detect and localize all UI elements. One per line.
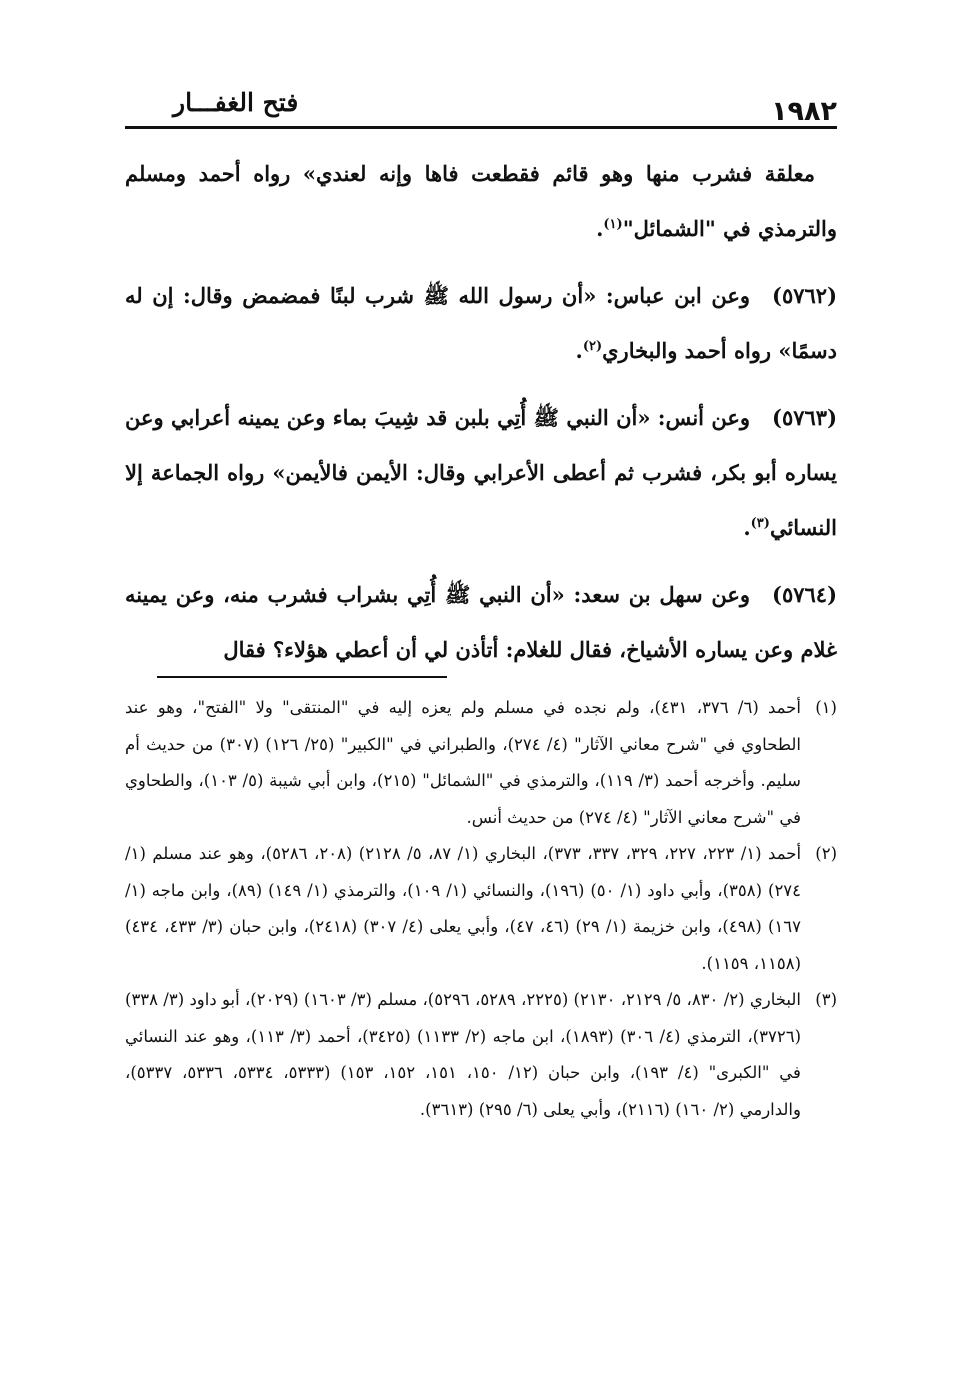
footnotes <box>125 690 837 1128</box>
hadith-number: (٥٧٦٣) <box>772 405 837 430</box>
hadith-paragraph <box>125 268 837 378</box>
hadith-tail: . <box>596 216 604 241</box>
hadith-tail: . <box>575 338 583 363</box>
hadith-number: (٥٧٦٢) <box>772 283 837 308</box>
page-number: ١٩٨٢ <box>771 96 837 127</box>
footnote-reference: (١) <box>603 217 623 232</box>
footnote-number: (٣) <box>815 990 838 1009</box>
footnote-reference: (٣) <box>750 516 770 531</box>
hadith-paragraph <box>125 567 837 677</box>
hadith-text: وعن أنس: «أن النبي ﷺ أُتِي بلبن قد شِيبَ بماء وعن يمينه أعرابي وعن يساره أبو بكر، فشرب ثم أعطى الأعرابي وقال: الأيمن فالأيمن» رواه الجماعة إلا النسائي <box>125 405 837 540</box>
hadith-text: معلقة فشرب منها وهو قائم فقطعت فاها وإنه لعندي» رواه أحمد ومسلم والترمذي في "الشمائل" <box>125 161 837 241</box>
footnote-text: أحمد (٦/ ٣٧٦، ٤٣١)، ولم نجده في مسلم ولم يعزه إليه في "المنتقى" ولا "الفتح"، وهو عند الطحاوي في "شرح معاني الآثار" (٤/ ٢٧٤)، والطبراني في "الكبير" (٢٥/ ١٢٦) (٣٠٧) من حديث أم سليم. وأخرجه أحمد (٣/ ١١٩)، والترمذي في "الشمائل" (٢١٥)، وابن أبي شيبة (٥/ ١٠٣)، والطحاوي في "شرح معاني الآثار" (٤/ ٢٧٤) من حديث أنس. <box>125 698 802 827</box>
footnote-reference: (٢) <box>582 339 603 354</box>
footnote-text: البخاري (٢/ ٨٣٠، ٥/ ٢١٢٩، ٢١٣٠) (٢٢٢٥، ٥٢٨٩، ٥٢٩٦)، مسلم (٣/ ١٦٠٣) (٢٠٢٩)، أبو داود (٣/ ٣٣٨) (٣٧٢٦)، الترمذي (٤/ ٣٠٦) (١٨٩٣)، ابن ماجه (٢/ ١١٣٣) (٣٤٢٥)، أحمد (٣/ ١١٣)، وهو عند النسائي في "الكبرى" (٤/ ١٩٣)، وابن حبان (١٢/ ١٥٠، ١٥١، ١٥٢، ١٥٣) (٥٣٣٣، ٥٣٣٤، ٥٣٣٦، ٥٣٣٧)، والدارمي (٢/ ١٦٠) (٢١١٦)، وأبي يعلى (٦/ ٢٩٥) (٣٦١٣). <box>125 990 802 1119</box>
page-header <box>125 84 837 130</box>
footnote <box>125 836 837 982</box>
main-text <box>125 146 837 689</box>
header-rule <box>125 126 837 129</box>
running-title: فتح الغفـــار <box>173 88 299 117</box>
hadith-text: وعن ابن عباس: «أن رسول الله ﷺ شرب لبنًا فمضمض وقال: إن له دسمًا» رواه أحمد والبخاري <box>125 283 837 363</box>
hadith-text: وعن سهل بن سعد: «أن النبي ﷺ أُتِي بشراب فشرب منه، وعن يمينه غلام وعن يساره الأشياخ، فقال للغلام: أتأذن لي أن أعطي هؤلاء؟ فقال <box>125 582 837 662</box>
hadith-paragraph <box>125 390 837 555</box>
footnote-text: أحمد (١/ ٢٢٣، ٢٢٧، ٣٢٩، ٣٣٧، ٣٧٣)، البخاري (١/ ٨٧، ٥/ ٢١٢٨) (٢٠٨، ٥٢٨٦)، وهو عند مسلم (١/ ٢٧٤) (٣٥٨)، وأبي داود (١/ ٥٠) (١٩٦)، والنسائي (١/ ١٠٩)، والترمذي (١/ ١٤٩) (٨٩)، وابن ماجه (١/ ١٦٧) (٤٩٨)، وابن خزيمة (١/ ٢٩) (٤٦، ٤٧)، وأبي يعلى (٤/ ٣٠٧) (٢٤١٨)، وابن حبان (٣/ ٤٣٣، ٤٣٤) (١١٥٨، ١١٥٩). <box>125 844 802 973</box>
footnote-separator <box>157 676 447 678</box>
footnote-number: (١) <box>815 698 837 717</box>
book-page <box>125 0 837 1394</box>
footnote <box>125 690 837 836</box>
footnote <box>125 982 837 1128</box>
hadith-paragraph <box>125 146 837 256</box>
hadith-number: (٥٧٦٤) <box>772 582 837 607</box>
hadith-tail: . <box>743 515 751 540</box>
footnote-number: (٢) <box>815 844 838 863</box>
